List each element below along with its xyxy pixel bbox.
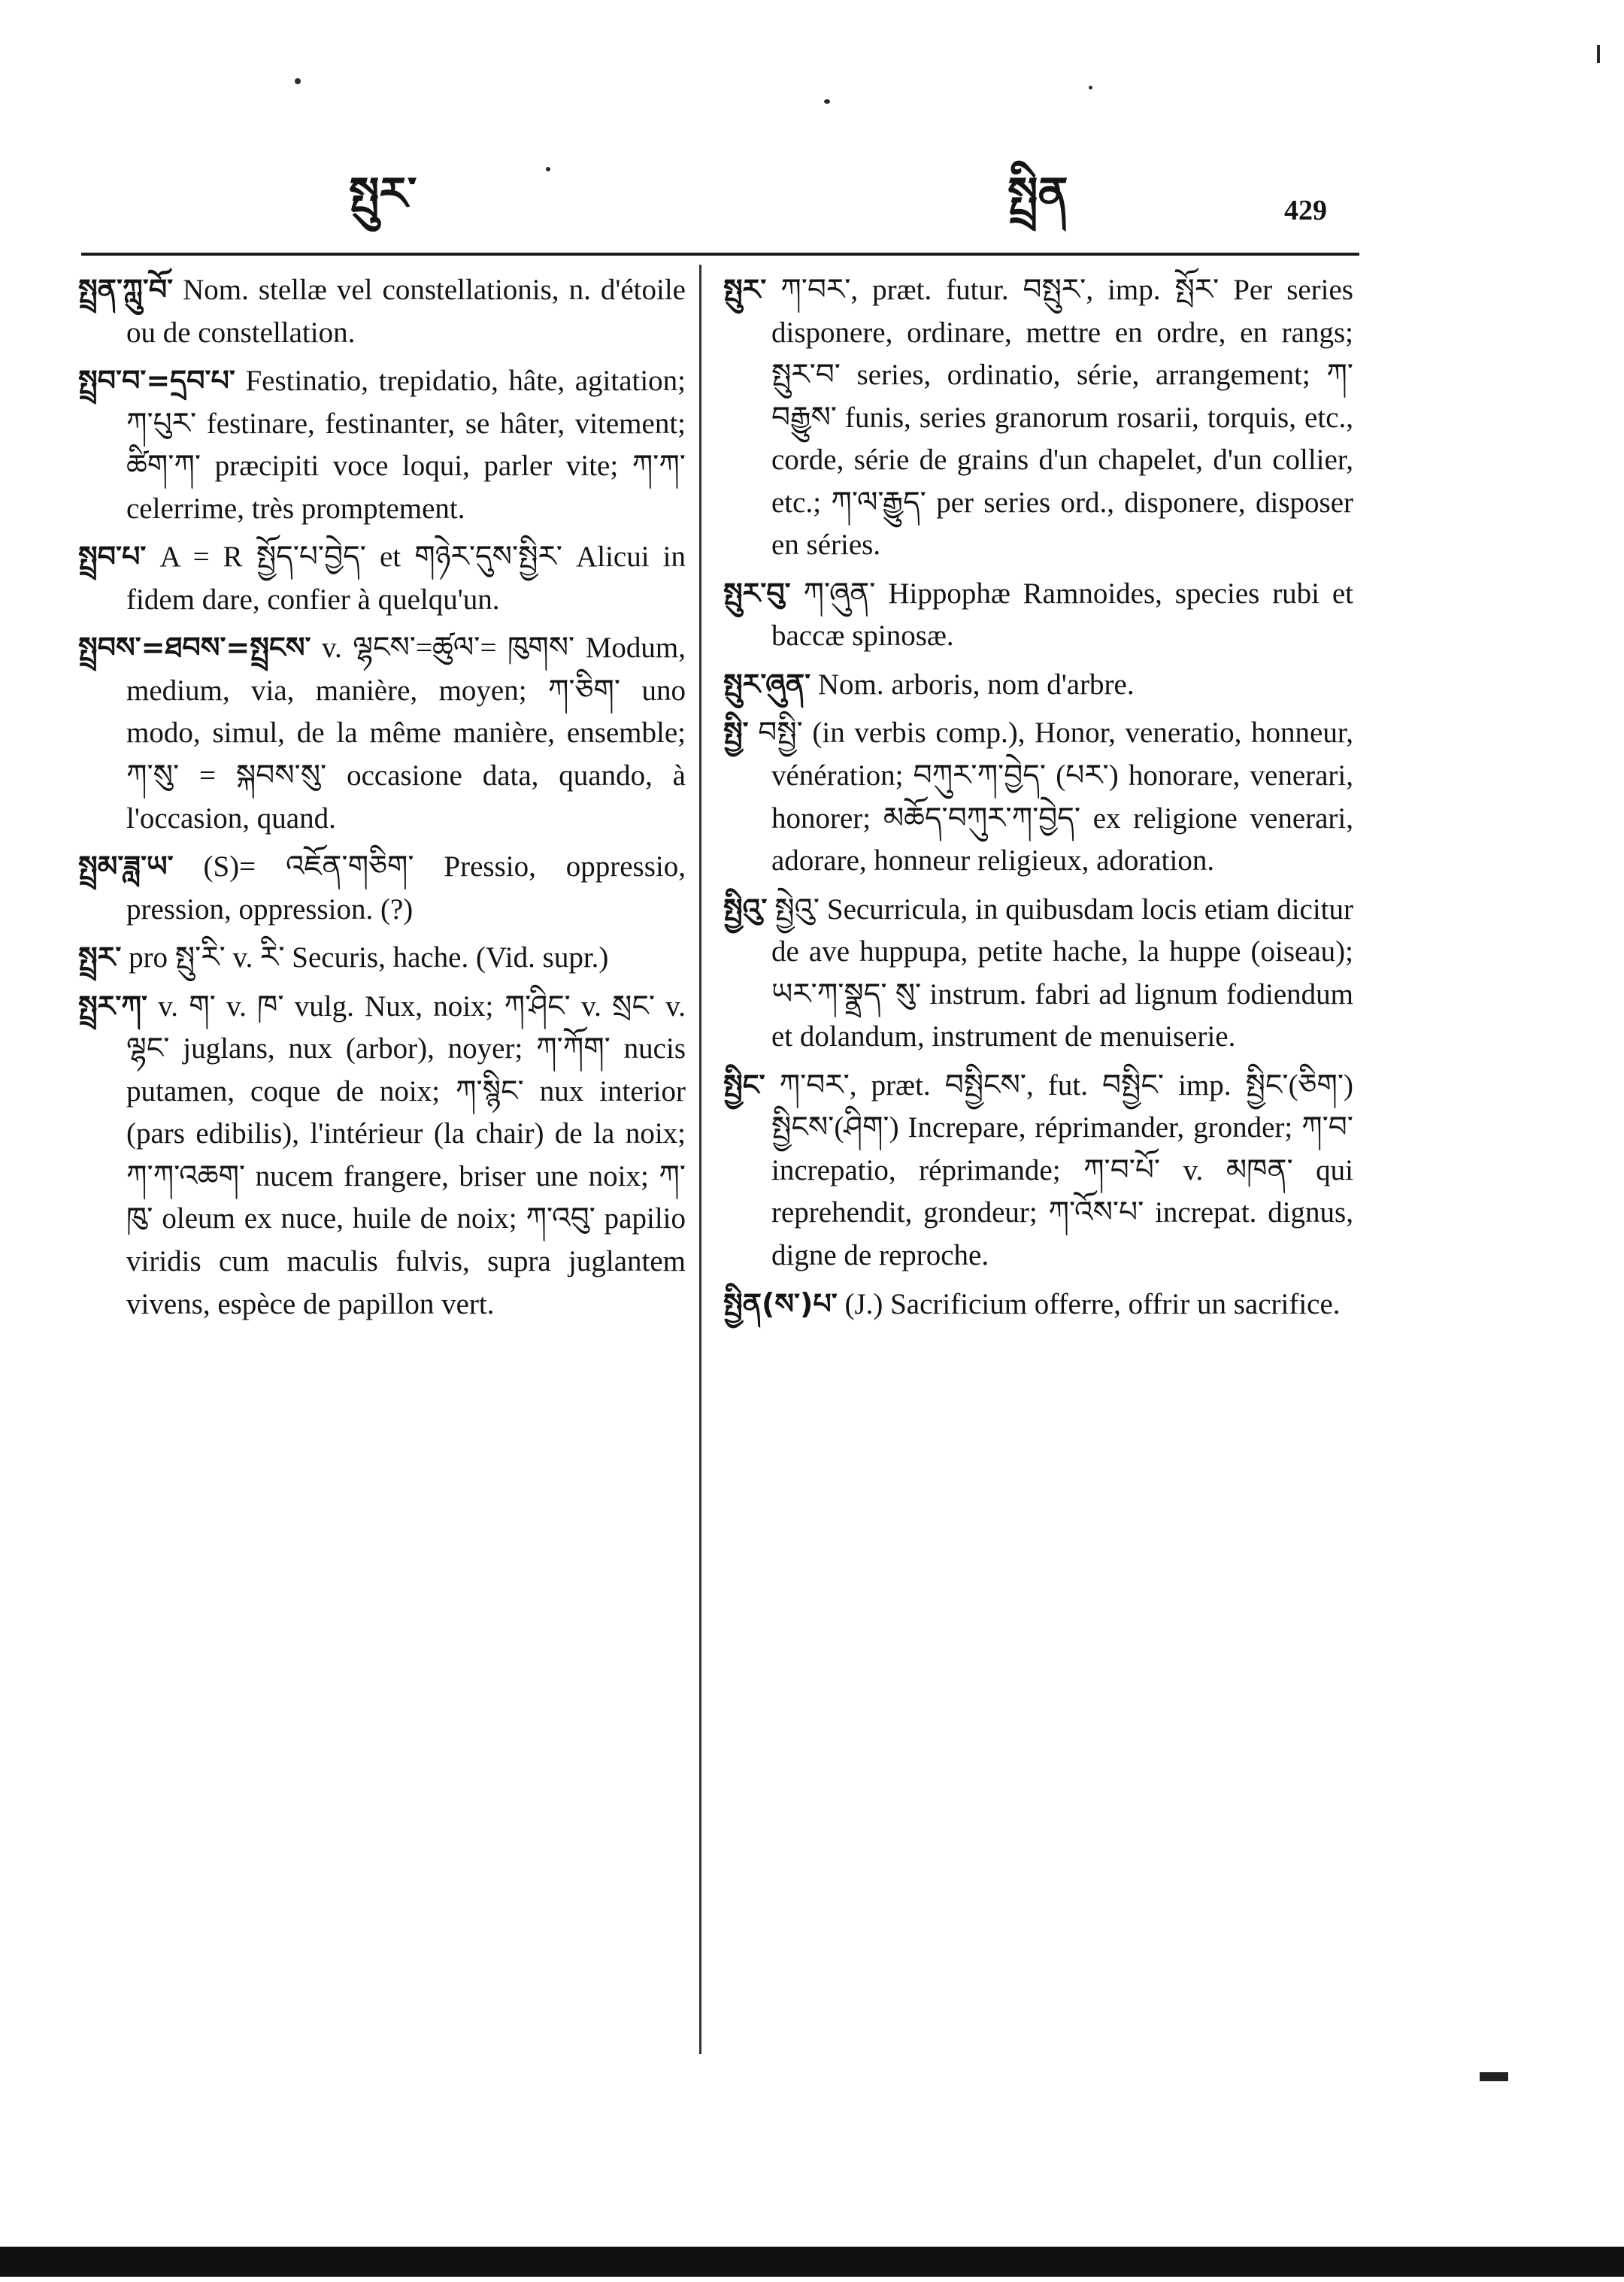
print-speck	[1597, 45, 1600, 63]
entry-definition: ཀ་བར་, præt. བསྤྱིངས་, fut. བསྤྱིང་ imp. སྤྱིང་(ཅིག་) སྤྱིངས་(ཤིག་) Increpare, réprimander, gronder; ཀ་བ་ increpatio, réprimande; ཀ་བ་པོ་ v. མཁན་ qui reprehendit, grondeur; ཀ་འོས་པ་ increpat. dignus, digne de reproche.	[771, 1068, 1353, 1272]
entry-headword: སྤྲམ་ཟླ་ཡ་	[78, 850, 174, 883]
dictionary-entry	[78, 986, 686, 1326]
entry-headword: སྤྱི་	[723, 716, 749, 750]
page-number: 429	[1284, 195, 1327, 226]
dictionary-entry	[723, 889, 1353, 1059]
entry-headword: སྤྲབ་པ་	[78, 540, 147, 574]
dictionary-entry	[723, 269, 1353, 567]
entry-definition: (J.) Sacrificium offerre, offrir un sacrifice.	[844, 1287, 1341, 1320]
right-column	[723, 269, 1353, 1332]
dictionary-entry	[78, 937, 686, 980]
entry-definition: A = R སྤྱོད་པ་བྱེད་ et གཉེར་དུས་སྤྱིར་ Alicui in fidem dare, confier à quelqu'un.	[126, 541, 686, 616]
entry-definition: v. ག་ v. ཁ་ vulg. Nux, noix; ཀ་ཤིང་ v. སྲང་ v. ལྷང་ juglans, nux (arbor), noyer; ཀ་ཀོག་ nucis putamen, coque de noix; ཀ་སྙིང་ nux interior (pars edibilis), l'intérieur (la chair) de la noix; ཀ་ཀ་འཆག་ nucem frangere, briser une noix; ཀ་ཁུ་ oleum ex nuce, huile de noix; ཀ་འབུ་ papilio viridis cum maculis fulvis, supra juglantem vivens, espèce de papillon vert.	[126, 989, 686, 1320]
entry-headword: སྤྱིན(ས་)པ་	[723, 1286, 838, 1320]
dictionary-entry	[78, 360, 686, 530]
header-right-word: སྤྲིན	[1007, 168, 1068, 220]
dictionary-entry	[723, 1065, 1353, 1277]
left-column	[78, 269, 686, 1332]
entry-definition: v. ལྷངས་=ཚུལ་= ཁུགས་ Modum, medium, via, manière, moyen; ཀ་ཅིག་ uno modo, simul, de la même manière, ensemble; ཀ་སུ་ = སྐབས་སུ་ occasione data, quando, à l'occasion, quand.	[126, 632, 686, 835]
dictionary-entry	[723, 664, 1353, 707]
entry-definition: pro སྤུ་རི་ v. རི་ Securis, hache. (Vid. supr.)	[129, 941, 609, 974]
entry-headword: སྤུར་	[723, 273, 767, 306]
dictionary-entry	[78, 627, 686, 840]
entry-headword: སྤྱིའུ་	[723, 892, 768, 926]
entry-definition: Festinatio, trepidatio, hâte, agitation; ཀ་པུར་ festinare, festinanter, se hâter, vitement; ཚིག་ཀ་ præcipiti voce loqui, parler vite; ཀ་ཀ་ celerrime, très promptement.	[126, 365, 686, 525]
print-speck	[295, 78, 301, 84]
dictionary-entry	[78, 536, 686, 621]
entry-headword: སྤྲབས་=ཐབས་=སྤྲངས་	[78, 631, 311, 665]
print-speck	[546, 167, 550, 171]
entry-headword: སྤྲར་ཀ་	[78, 989, 148, 1023]
entry-headword: སྤུར་ཞུན་	[723, 667, 811, 701]
entry-definition: སྤྱེའུ་ Securricula, in quibusdam locis etiam dicitur de ave huppupa, petite hache, la huppe (oiseau); ཡར་ཀ་སྣྲད་ སུ་ instrum. fabri ad lignum fodiendum et dolandum, instrument de menuiserie.	[771, 892, 1353, 1053]
entry-definition: Nom. stellæ vel constellationis, n. d'étoile ou de constellation.	[126, 274, 686, 349]
scan-edge-bar	[0, 2247, 1624, 2277]
header-rule	[81, 253, 1359, 256]
dictionary-entry	[78, 846, 686, 931]
entry-headword: སྤྲབ་བ་=དྲབ་པ་	[78, 364, 235, 398]
column-divider	[699, 265, 701, 2054]
dictionary-entry	[723, 573, 1353, 658]
entry-headword: སྤྲན་ཀླུ་བོ་	[78, 273, 174, 306]
entry-definition: ཀ་ཞུན་ Hippophæ Ramnoides, species rubi et baccæ spinosæ.	[771, 577, 1354, 653]
dictionary-entry	[78, 269, 686, 354]
header-left-word: སྤུར་	[349, 168, 417, 220]
print-speck	[824, 99, 830, 104]
print-mark	[1480, 2072, 1508, 2081]
entry-definition: བསྤྱི་ (in verbis comp.), Honor, veneratio, honneur, vénération; བཀུར་ཀ་བྱེད་ (པར་) honorare, venerari, honorer; མཆོད་བཀུར་ཀ་བྱེད་ ex religione venerari, adorare, honneur religieux, adoration.	[758, 717, 1354, 877]
entry-definition: ཀ་བར་, præt. futur. བསྤུར་, imp. སྤོར་ Per series disponere, ordinare, mettre en ordre, en rangs; སྤུར་བ་ series, ordinatio, série, arrangement; ཀ་བརྒྱུས་ funis, series granorum rosarii, torquis, etc., corde, série de grains d'un chapelet, d'un collier, etc.; ཀ་ལ་རྒྱུད་ per series ord., disponere, disposer en séries.	[771, 274, 1353, 562]
entry-headword: སྤྲར་	[78, 941, 122, 974]
entry-headword: སྤུར་བུ་	[723, 576, 791, 610]
entry-definition: (S)= འཇོན་གཅིག་ Pressio, oppressio, pression, oppression. (?)	[126, 850, 686, 926]
dictionary-entry	[723, 1283, 1353, 1326]
print-speck	[1089, 86, 1092, 89]
entry-headword: སྤྱིང་	[723, 1068, 765, 1102]
dictionary-entry	[723, 712, 1353, 882]
entry-definition: Nom. arboris, nom d'arbre.	[817, 668, 1135, 701]
